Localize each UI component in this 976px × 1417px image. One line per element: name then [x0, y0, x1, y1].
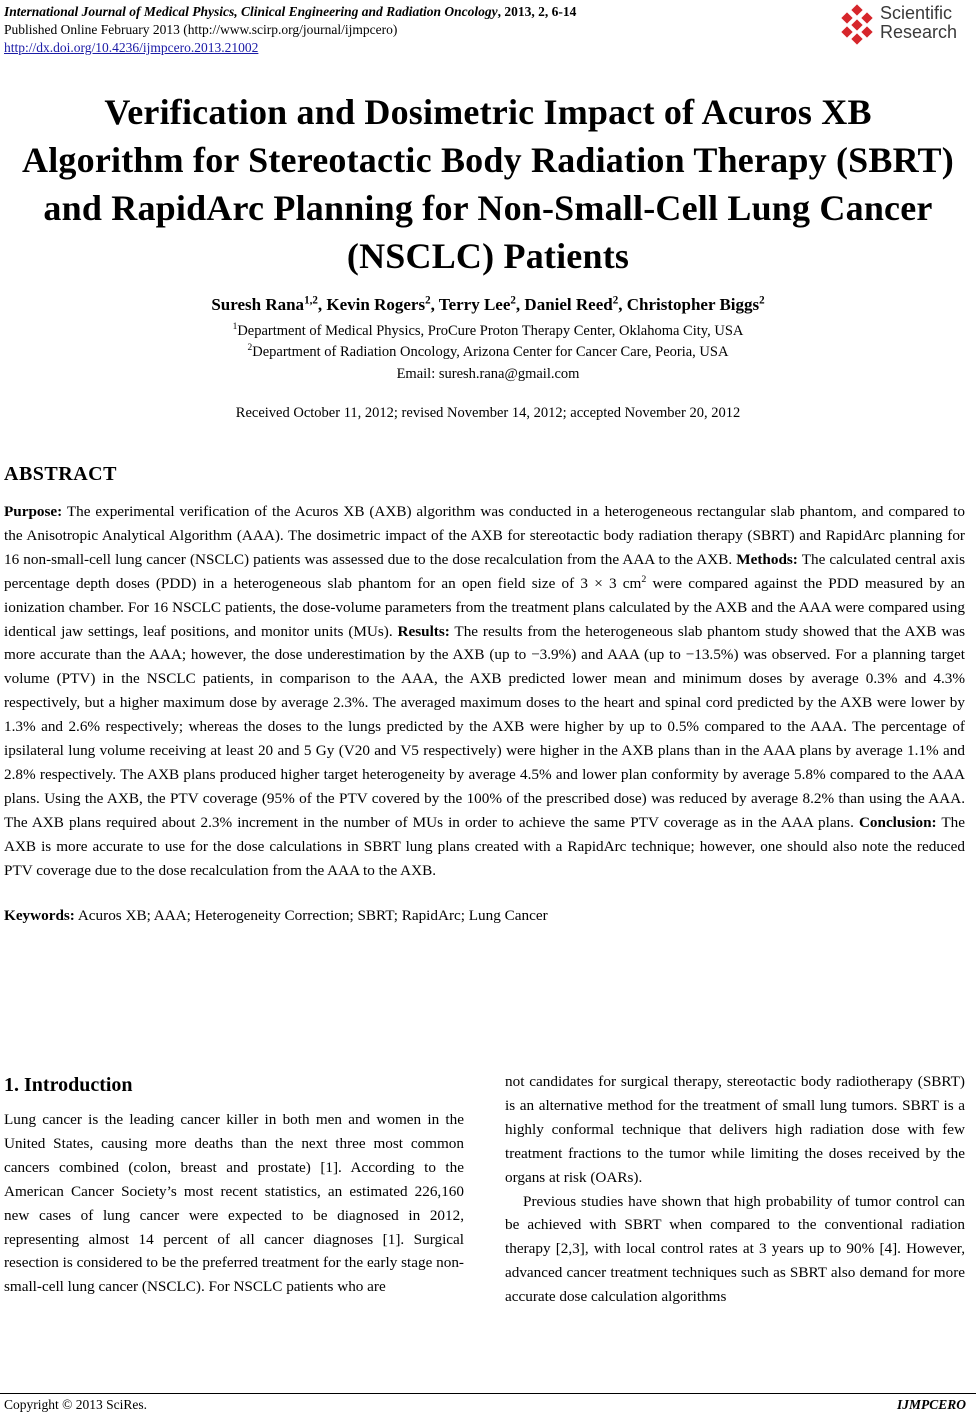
published-line: Published Online February 2013 (http://www.scirp.org/journal/ijmpcero)	[4, 22, 398, 37]
doi-link[interactable]: http://dx.doi.org/10.4236/ijmpcero.2013.21002	[4, 40, 259, 55]
intro-paragraph: not candidates for surgical therapy, stereotactic body radiotherapy (SBRT) is an alternative method for the treatment of small lung tumors. SBRT is a highly conformal technique that delivers high radiation dose with few treatment fractions to the tumor while limiting the doses received by the organs at risk (OARs).	[505, 1073, 965, 1186]
running-header	[4, 3, 576, 57]
keywords-line: Keywords: Acuros XB; AAA; Heterogeneity Correction; SBRT; RapidArc; Lung Cancer	[4, 907, 548, 924]
publisher-logo	[838, 4, 968, 44]
abstract-body: Purpose: The experimental verification of the Acuros XB (AXB) algorithm was conducted in a heterogeneous rectangular slab phantom, and compared to the Anisotropic Analytical Algorithm (AAA). The dosimetric impact of the AXB for stereotactic body radiation therapy (SBRT) and RapidArc planning for 16 non-small-cell lung cancer (NSCLC) patients was assessed due to the dose recalculation from the AAA to the AXB. Methods: The calculated central axis percentage depth doses (PDD) in a heterogeneous slab phantom for an open field size of 3 × 3 $cm^2$ were compared against the PDD measured by an ionization chamber. For 16 NSCLC patients, the dose-volume parameters from the treatment plans calculated by the AXB and the AAA were compared using identical jaw settings, leaf positions, and monitor units (MUs). Results: The results from the heterogeneous slab phantom study showed that the AXB was more accurate than the AAA; however, the dose underestimation by the AXB (up to −3.9%) and AAA (up to −13.5%) was observed. For a planning target volume (PTV) in the NSCLC patients, in comparison to the AAA, the AXB predicted lower mean and minimum doses by average 0.3% and 4.3% respectively, but a higher maximum dose by average 2.3%. The averaged maximum doses to the heart and spinal cord predicted by the AXB were lower by 1.3% and 2.6% respectively; whereas the doses to the lungs predicted by the AXB were higher by up to 0.5% compared to the AAA. The percentage of ipsilateral lung volume receiving at least 20 and 5 Gy (V20 and V5 respectively) were higher in the AXB plans than in the AAA plans by average 1.1% and 2.8% respectively. The AXB plans produced higher target heterogeneity by average 4.5% and lower plan conformity by average 5.8% compared to the AAA plans. Using the AXB, the PTV coverage (95% of the PTV covered by the 100% of the prescribed dose) was reduced by average 8.2% than using the AAA. The AXB plans required about 2.3% increment in the number of MUs in order to achieve the same PTV coverage as in the AAA plans. Conclusion: The AXB is more accurate to use for the dose calculations in SBRT lung plans created with a RapidArc technique; however, one should also note the reduced PTV coverage due to the dose recalculation from the AAA to the AXB.	[4, 503, 965, 879]
section-heading-introduction: 1. Introduction	[4, 1074, 133, 1096]
abstract-heading: ABSTRACT	[4, 463, 117, 485]
paper-title: Verification and Dosimetric Impact of Acuros XB Algorithm for Stereotactic Body Radiation Therapy (SBRT) and RapidArc Planning for Non-Small-Cell Lung Cancer (NSCLC) Patients	[22, 92, 954, 276]
journal-line	[4, 3, 576, 21]
footer-divider	[0, 1393, 976, 1394]
journal-name: International Journal of Medical Physics, Clinical Engineering and Radiation Oncology	[4, 4, 498, 19]
logo-text: Scientific Research	[880, 3, 958, 42]
received-dates: Received October 11, 2012; revised November 14, 2012; accepted November 20, 2012	[235, 405, 741, 421]
intro-left-column	[4, 1108, 464, 1299]
footer-copyright: Copyright © 2013 SciRes.	[4, 1397, 148, 1412]
intro-right-column	[505, 1070, 965, 1309]
affiliation-2: $^2$Department of Radiation Oncology, Arizona Center for Cancer Care, Peoria, USA	[247, 343, 729, 360]
intro-paragraph: Previous studies have shown that high probability of tumor control can be achieved with SBRT when compared to the conventional radiation therapy [2,3], with local control rates at 3 years up to 90% [4]. However, advanced cancer treatment techniques such as SBRT also demand for more accurate dose calculation algorithms	[505, 1192, 965, 1306]
affiliation-1: $^1$Department of Medical Physics, ProCure Proton Therapy Center, Oklahoma City, USA	[232, 322, 744, 339]
author-email: Email: suresh.rana@gmail.com	[396, 366, 580, 382]
journal-citation: , 2013, 2, 6-14	[497, 4, 577, 19]
logo-mark-icon	[838, 6, 876, 44]
intro-paragraph: Lung cancer is the leading cancer killer in both men and women in the United States, causing more deaths than the next three most common cancers combined (colon, breast and prostate) [1]. According to the American Cancer Society’s most recent statistics, an estimated 226,160 new cases of lung cancer were expected to be diagnosed in 2012, representing almost 14 percent of all cancer diagnoses [1]. Surgical resection is considered to be the preferred treatment for the early stage non-small-cell lung cancer (NSCLC). For NSCLC patients who are	[4, 1111, 464, 1296]
author-list: Suresh Rana$^{1,2}$, Kevin Rogers$^2$, Terry Lee$^2$, Daniel Reed$^2$, Christopher Biggs$^2$	[211, 294, 765, 314]
footer-journal-abbr: IJMPCERO	[896, 1397, 966, 1412]
